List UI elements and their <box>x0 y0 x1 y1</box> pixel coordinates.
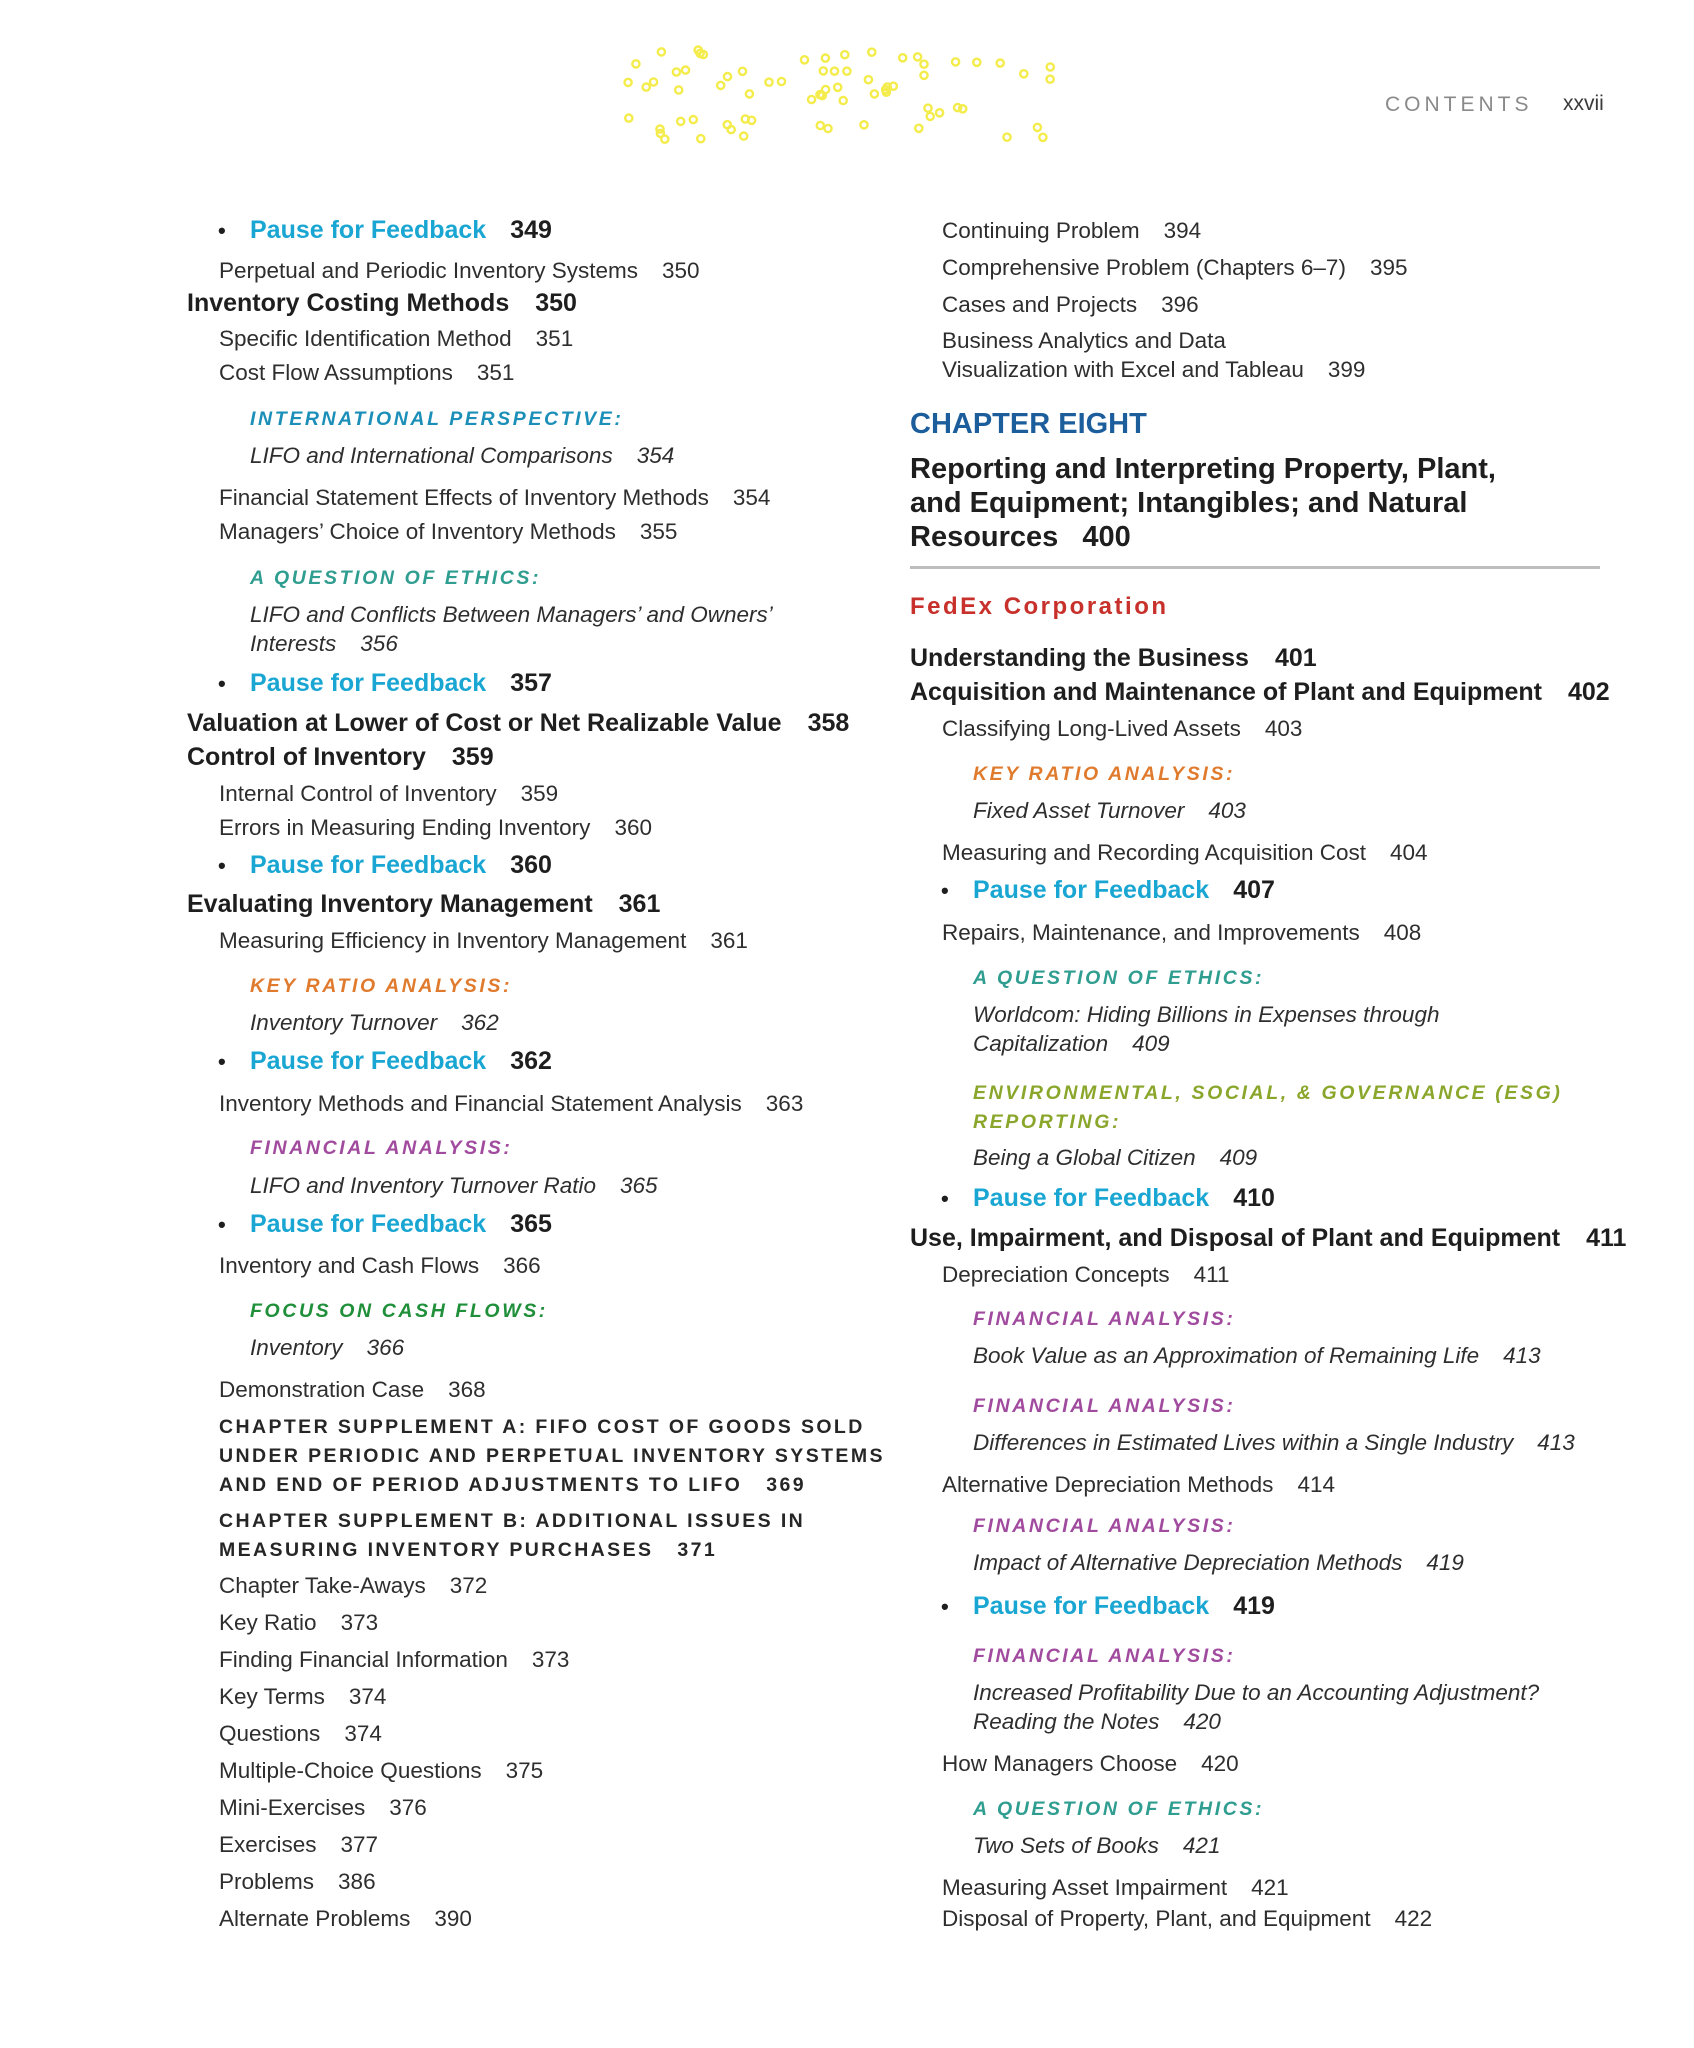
decorative-dot <box>841 51 848 58</box>
pause-for-feedback[interactable]: • Pause for Feedback 407 <box>941 876 1275 904</box>
toc-entry[interactable]: Comprehensive Problem (Chapters 6–7) 395 <box>942 255 1408 280</box>
toc-heading[interactable]: Control of Inventory 359 <box>187 743 494 771</box>
decorative-dot <box>973 59 980 66</box>
feature-entry-continued[interactable]: Reading the Notes 420 <box>973 1709 1221 1734</box>
decorative-dot <box>1039 134 1046 141</box>
decorative-dot <box>1020 70 1027 77</box>
toc-entry[interactable]: Alternate Problems 390 <box>219 1906 472 1931</box>
decorative-dot <box>954 104 961 111</box>
pause-for-feedback[interactable]: • Pause for Feedback 362 <box>218 1047 552 1075</box>
decorative-dot <box>625 79 632 86</box>
pause-for-feedback[interactable]: • Pause for Feedback 349 <box>218 216 552 244</box>
toc-entry[interactable]: Inventory and Cash Flows 366 <box>219 1253 541 1278</box>
toc-entry[interactable]: Finding Financial Information 373 <box>219 1647 570 1672</box>
feature-label-continued: REPORTING: <box>973 1111 1122 1133</box>
feature-label: KEY RATIO ANALYSIS: <box>250 975 513 997</box>
toc-entry[interactable]: Problems 386 <box>219 1869 376 1894</box>
pause-for-feedback[interactable]: • Pause for Feedback 357 <box>218 669 552 697</box>
feature-label: KEY RATIO ANALYSIS: <box>973 763 1236 785</box>
decorative-dot <box>1047 63 1054 70</box>
decorative-dot <box>717 82 724 89</box>
toc-entry[interactable]: Depreciation Concepts 411 <box>942 1262 1230 1287</box>
toc-entry[interactable]: Managers’ Choice of Inventory Methods 355 <box>219 519 678 544</box>
bullet-icon: • <box>218 853 226 878</box>
pause-for-feedback[interactable]: • Pause for Feedback 410 <box>941 1184 1275 1212</box>
toc-heading[interactable]: Valuation at Lower of Cost or Net Realizable Value 358 <box>187 709 850 737</box>
toc-entry[interactable]: Errors in Measuring Ending Inventory 360 <box>219 815 652 840</box>
feature-entry-continued[interactable]: Interests 356 <box>250 631 398 656</box>
feature-entry[interactable]: Increased Profitability Due to an Accounting Adjustment? <box>973 1680 1540 1705</box>
chapter-title-continued[interactable]: and Equipment; Intangibles; and Natural <box>910 487 1468 519</box>
decorative-dot <box>865 76 872 83</box>
decorative-dot <box>690 116 697 123</box>
chapter-divider <box>910 566 1600 569</box>
decorative-dot <box>724 121 731 128</box>
decorative-dot <box>673 68 680 75</box>
toc-entry[interactable]: Exercises 377 <box>219 1832 379 1857</box>
chapter-supplement-b-continued[interactable]: MEASURING INVENTORY PURCHASES 371 <box>219 1539 718 1561</box>
toc-entry[interactable]: Measuring and Recording Acquisition Cost 404 <box>942 840 1428 865</box>
decorative-dot <box>843 68 850 75</box>
feature-label: ENVIRONMENTAL, SOCIAL, & GOVERNANCE (ESG) <box>973 1082 1563 1104</box>
decorative-dot <box>675 86 682 93</box>
feature-label: A QUESTION OF ETHICS: <box>973 1798 1265 1820</box>
toc-entry[interactable]: Mini-Exercises 376 <box>219 1795 427 1820</box>
decorative-dot <box>871 90 878 97</box>
feature-entry[interactable]: Book Value as an Approximation of Remaining Life 413 <box>973 1343 1541 1368</box>
feature-label: FINANCIAL ANALYSIS: <box>973 1645 1236 1667</box>
decorative-dot <box>765 79 772 86</box>
feature-entry[interactable]: Inventory 366 <box>250 1335 405 1360</box>
toc-entry[interactable]: Cases and Projects 396 <box>942 292 1199 317</box>
decorative-dot <box>822 55 829 62</box>
feature-label: A QUESTION OF ETHICS: <box>973 967 1265 989</box>
chapter-supplement-b[interactable]: CHAPTER SUPPLEMENT B: ADDITIONAL ISSUES IN <box>219 1510 806 1532</box>
feature-entry-continued[interactable]: Capitalization 409 <box>973 1031 1170 1056</box>
decorative-dot <box>840 97 847 104</box>
decorative-dot <box>915 125 922 132</box>
toc-entry[interactable]: Measuring Asset Impairment 421 <box>942 1875 1289 1900</box>
decorative-dot <box>1003 134 1010 141</box>
pause-for-feedback[interactable]: • Pause for Feedback 419 <box>941 1592 1275 1620</box>
feature-entry[interactable]: Inventory Turnover 362 <box>250 1010 499 1035</box>
toc-entry[interactable]: Specific Identification Method 351 <box>219 326 574 351</box>
feature-entry[interactable]: LIFO and International Comparisons 354 <box>250 443 675 468</box>
chapter-supplement-a-continued[interactable]: AND END OF PERIOD ADJUSTMENTS TO LIFO 369 <box>219 1474 806 1496</box>
toc-heading[interactable]: Use, Impairment, and Disposal of Plant and Equipment 411 <box>910 1224 1627 1252</box>
feature-label: FINANCIAL ANALYSIS: <box>973 1308 1236 1330</box>
bullet-icon: • <box>941 878 949 903</box>
decorative-dot <box>661 136 668 143</box>
toc-entry[interactable]: Key Terms 374 <box>219 1684 387 1709</box>
decorative-dot <box>899 54 906 61</box>
decorative-dot <box>834 84 841 91</box>
toc-entry[interactable]: Inventory Methods and Financial Statement Analysis 363 <box>219 1091 804 1116</box>
pause-for-feedback[interactable]: • Pause for Feedback 360 <box>218 851 552 879</box>
feature-entry[interactable]: Worldcom: Hiding Billions in Expenses through <box>973 1002 1440 1027</box>
decorative-dot <box>1034 124 1041 131</box>
toc-entry[interactable]: Chapter Take-Aways 372 <box>219 1573 488 1598</box>
toc-entry[interactable]: Internal Control of Inventory 359 <box>219 781 559 806</box>
decorative-dot <box>746 90 753 97</box>
decorative-dot <box>820 67 827 74</box>
chapter-label[interactable]: CHAPTER EIGHT <box>910 408 1147 440</box>
bullet-icon: • <box>218 218 226 243</box>
pause-for-feedback[interactable]: • Pause for Feedback 365 <box>218 1210 552 1238</box>
decorative-dot <box>742 115 749 122</box>
bullet-icon: • <box>218 1049 226 1074</box>
decorative-dot <box>697 135 704 142</box>
toc-entry[interactable]: Repairs, Maintenance, and Improvements 408 <box>942 920 1422 945</box>
decorative-dot <box>936 109 943 116</box>
decorative-dot <box>740 133 747 140</box>
chapter-title-continued[interactable]: Resources 400 <box>910 521 1131 553</box>
feature-entry[interactable]: Being a Global Citizen 409 <box>973 1145 1258 1170</box>
decorative-dot <box>739 68 746 75</box>
feature-entry[interactable]: LIFO and Conflicts Between Managers’ and Owners’ <box>250 602 773 627</box>
decorative-dot <box>808 96 815 103</box>
feature-label: FINANCIAL ANALYSIS: <box>973 1395 1236 1417</box>
feature-entry[interactable]: LIFO and Inventory Turnover Ratio 365 <box>250 1173 658 1198</box>
toc-entry[interactable]: Classifying Long-Lived Assets 403 <box>942 716 1303 741</box>
toc-heading[interactable]: Understanding the Business 401 <box>910 644 1317 672</box>
feature-entry[interactable]: Two Sets of Books 421 <box>973 1833 1221 1858</box>
decorative-dot <box>817 122 824 129</box>
decorative-dot <box>920 61 927 68</box>
bullet-icon: • <box>941 1186 949 1211</box>
decorative-dot <box>682 67 689 74</box>
decorative-dot <box>890 83 897 90</box>
decorative-dot <box>927 113 934 120</box>
toc-heading[interactable]: Inventory Costing Methods 350 <box>187 289 577 317</box>
feature-label: FINANCIAL ANALYSIS: <box>250 1137 513 1159</box>
toc-entry[interactable]: Demonstration Case 368 <box>219 1377 486 1402</box>
decorative-dot <box>997 60 1004 67</box>
decorative-dot <box>920 72 927 79</box>
focus-company: FedEx Corporation <box>910 593 1169 620</box>
bullet-icon: • <box>218 671 226 696</box>
feature-label: FOCUS ON CASH FLOWS: <box>250 1300 548 1322</box>
bullet-icon: • <box>218 1212 226 1237</box>
decorative-dot <box>860 121 867 128</box>
decorative-dot <box>868 49 875 56</box>
toc-entry[interactable]: Multiple-Choice Questions 375 <box>219 1758 544 1783</box>
decorative-dot <box>643 84 650 91</box>
feature-label: A QUESTION OF ETHICS: <box>250 567 542 589</box>
toc-entry[interactable]: Business Analytics and Data <box>942 328 1226 353</box>
decorative-dot <box>650 78 657 85</box>
toc-entry[interactable]: Perpetual and Periodic Inventory Systems 350 <box>219 258 700 283</box>
chapter-supplement-a[interactable]: CHAPTER SUPPLEMENT A: FIFO COST OF GOODS SOLD <box>219 1416 865 1438</box>
decorative-dot <box>625 115 632 122</box>
feature-label: FINANCIAL ANALYSIS: <box>973 1515 1236 1537</box>
toc-heading[interactable]: Evaluating Inventory Management 361 <box>187 890 661 918</box>
bullet-icon: • <box>941 1594 949 1619</box>
chapter-supplement-a-continued[interactable]: UNDER PERIODIC AND PERPETUAL INVENTORY SYSTEMS <box>219 1445 885 1467</box>
decorative-dot <box>824 125 831 132</box>
decorative-dot <box>914 53 921 60</box>
decorative-dot <box>778 78 785 85</box>
decorative-dot <box>924 105 931 112</box>
feature-entry[interactable]: Differences in Estimated Lives within a Single Industry 413 <box>973 1430 1575 1455</box>
toc-entry[interactable]: Disposal of Property, Plant, and Equipment 422 <box>942 1906 1433 1931</box>
toc-entry[interactable]: Continuing Problem 394 <box>942 218 1202 243</box>
decorative-dot <box>677 118 684 125</box>
feature-entry[interactable]: Impact of Alternative Depreciation Methods 419 <box>973 1550 1464 1575</box>
toc-entry[interactable]: Measuring Efficiency in Inventory Management 361 <box>219 928 748 953</box>
feature-entry[interactable]: Fixed Asset Turnover 403 <box>973 798 1246 823</box>
toc-heading[interactable]: Acquisition and Maintenance of Plant and Equipment 402 <box>910 678 1610 706</box>
toc-entry[interactable]: Alternative Depreciation Methods 414 <box>942 1472 1335 1497</box>
decorative-dot <box>831 68 838 75</box>
decorative-dot <box>952 58 959 65</box>
toc-entry[interactable]: Cost Flow Assumptions 351 <box>219 360 515 385</box>
decorative-dot <box>724 73 731 80</box>
decorative-dot <box>822 86 829 93</box>
chapter-title[interactable]: Reporting and Interpreting Property, Plant, <box>910 453 1496 485</box>
decorative-dot <box>801 56 808 63</box>
decorative-dots <box>615 45 1080 145</box>
toc-entry[interactable]: Financial Statement Effects of Inventory Methods 354 <box>219 485 771 510</box>
decorative-dot <box>1047 76 1054 83</box>
decorative-dot <box>658 48 665 55</box>
toc-entry[interactable]: Key Ratio 373 <box>219 1610 379 1635</box>
page-number: xxvii <box>1563 92 1604 115</box>
feature-label: INTERNATIONAL PERSPECTIVE: <box>250 408 624 430</box>
running-header: CONTENTS <box>1385 93 1533 116</box>
toc-entry[interactable]: How Managers Choose 420 <box>942 1751 1239 1776</box>
toc-entry-continued[interactable]: Visualization with Excel and Tableau 399 <box>942 357 1366 382</box>
decorative-dot <box>632 60 639 67</box>
toc-entry[interactable]: Questions 374 <box>219 1721 382 1746</box>
